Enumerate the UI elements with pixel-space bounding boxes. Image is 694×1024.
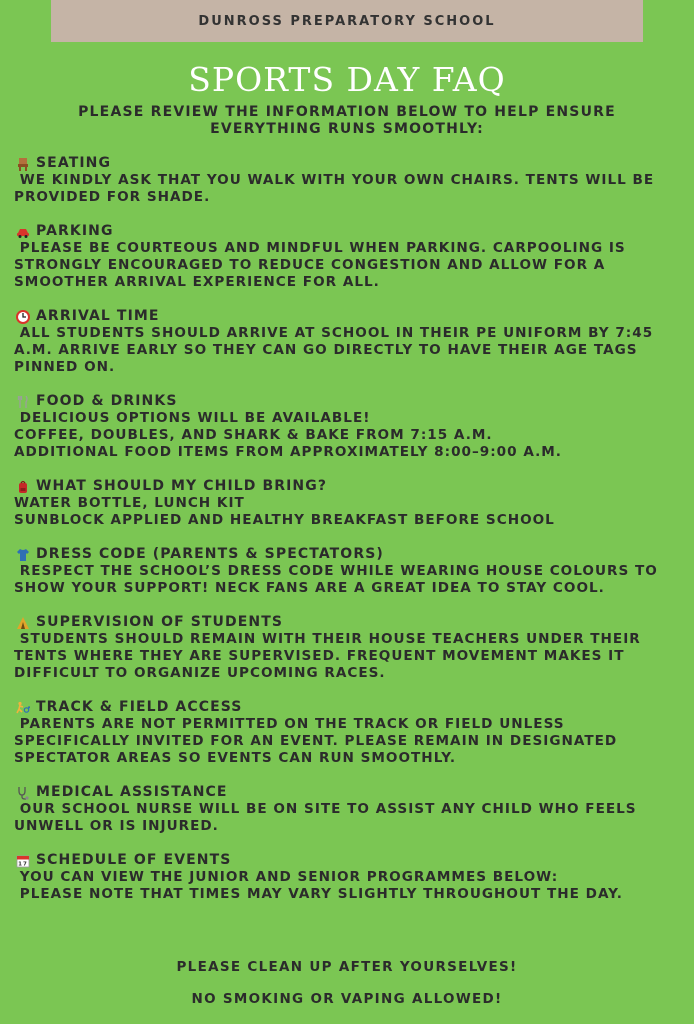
- section-body-line: PLEASE BE COURTEOUS AND MINDFUL WHEN PARKING. CARPOOLING IS STRONGLY ENCOURAGED TO REDUCE CONGESTION AND ALLOW FOR A SMOOTHER ARRIVAL EXPERIENCE FOR ALL.: [14, 240, 632, 290]
- faq-section-track-field: [14, 699, 684, 767]
- section-heading: [14, 614, 684, 631]
- section-body-line: WE KINDLY ASK THAT YOU WALK WITH YOUR OWN CHAIRS. TENTS WILL BE PROVIDED FOR SHADE.: [14, 172, 660, 205]
- section-body-line: ALL STUDENTS SHOULD ARRIVE AT SCHOOL IN THEIR PE UNIFORM BY 7:45 A.M. ARRIVE EARLY SO THEY CAN GO DIRECTLY TO HAVE THEIR AGE TAGS PINNED ON.: [14, 325, 659, 375]
- faq-section-parking: [14, 223, 684, 291]
- section-body-line: COFFEE, DOUBLES, AND SHARK & BAKE FROM 7:15 A.M.: [14, 427, 493, 443]
- section-heading: [14, 155, 684, 172]
- section-heading-text: SCHEDULE OF EVENTS: [36, 852, 232, 868]
- school-name: DUNROSS PREPARATORY SCHOOL: [198, 13, 496, 29]
- school-name-banner: [51, 0, 643, 42]
- page-title: SPORTS DAY FAQ: [188, 60, 506, 99]
- section-heading: [14, 478, 684, 495]
- faq-section-child-bring: [14, 478, 684, 529]
- section-heading-text: ARRIVAL TIME: [36, 308, 160, 324]
- car-icon: [14, 225, 32, 239]
- stethoscope-icon: [14, 786, 32, 800]
- faq-section-medical: [14, 784, 684, 835]
- section-heading-text: WHAT SHOULD MY CHILD BRING?: [36, 478, 328, 494]
- faq-section-seating: [14, 155, 684, 206]
- section-body-line: RESPECT THE SCHOOL’S DRESS CODE WHILE WEARING HOUSE COLOURS TO SHOW YOUR SUPPORT! NECK FANS ARE A GREAT IDEA TO STAY COOL.: [14, 563, 664, 596]
- section-body-line: YOU CAN VIEW THE JUNIOR AND SENIOR PROGRAMMES BELOW:: [14, 869, 559, 885]
- section-heading: [14, 784, 684, 801]
- faq-section-supervision: [14, 614, 684, 682]
- section-heading: [14, 393, 684, 410]
- faq-section-food-drinks: [14, 393, 684, 461]
- section-heading: [14, 223, 684, 240]
- section-heading: [14, 308, 684, 325]
- tent-icon: [14, 616, 32, 630]
- section-heading: [14, 699, 684, 716]
- fork-knife-icon: [14, 395, 32, 409]
- section-heading-text: FOOD & DRINKS: [36, 393, 178, 409]
- section-body-line: ADDITIONAL FOOD ITEMS FROM APPROXIMATELY 8:00–9:00 A.M.: [14, 444, 562, 460]
- section-body-line: OUR SCHOOL NURSE WILL BE ON SITE TO ASSIST ANY CHILD WHO FEELS UNWELL OR IS INJURED.: [14, 801, 643, 834]
- clock-icon: [14, 310, 32, 324]
- section-body-line: PLEASE NOTE THAT TIMES MAY VARY SLIGHTLY THROUGHOUT THE DAY.: [14, 886, 623, 902]
- faq-section-arrival-time: [14, 308, 684, 376]
- faq-section-dress-code: [14, 546, 684, 597]
- section-heading-text: PARKING: [36, 223, 114, 239]
- section-heading: [14, 852, 684, 869]
- section-body-line: SUNBLOCK APPLIED AND HEALTHY BREAKFAST BEFORE SCHOOL: [14, 512, 555, 528]
- faq-sections: [14, 155, 684, 903]
- section-heading-text: SEATING: [36, 155, 112, 171]
- shirt-icon: [14, 548, 32, 562]
- section-body-line: PARENTS ARE NOT PERMITTED ON THE TRACK OR FIELD UNLESS SPECIFICALLY INVITED FOR AN EVENT. PLEASE REMAIN IN DESIGNATED SPECTATOR AREAS SO EVENTS CAN RUN SMOOTHLY.: [14, 716, 623, 766]
- section-body-line: DELICIOUS OPTIONS WILL BE AVAILABLE!: [14, 410, 371, 426]
- closing-note-cleanup: PLEASE CLEAN UP AFTER YOURSELVES!: [176, 959, 518, 975]
- backpack-icon: [14, 480, 32, 494]
- section-body-line: WATER BOTTLE, LUNCH KIT: [14, 495, 245, 511]
- chair-icon: [14, 157, 32, 171]
- closing-note-no-smoking: NO SMOKING OR VAPING ALLOWED!: [191, 991, 503, 1007]
- section-heading-text: TRACK & FIELD ACCESS: [36, 699, 243, 715]
- section-heading-text: DRESS CODE (PARENTS & SPECTATORS): [36, 546, 384, 562]
- svg-text:17: 17: [18, 861, 28, 868]
- intro-text: PLEASE REVIEW THE INFORMATION BELOW TO HELP ENSURE EVERYTHING RUNS SMOOTHLY:: [78, 104, 616, 137]
- section-heading: [14, 546, 684, 563]
- runner-icon: [14, 701, 32, 715]
- section-heading-text: SUPERVISION OF STUDENTS: [36, 614, 284, 630]
- section-heading-text: MEDICAL ASSISTANCE: [36, 784, 228, 800]
- calendar-icon: [14, 854, 32, 868]
- faq-section-schedule: [14, 852, 684, 903]
- section-body-line: STUDENTS SHOULD REMAIN WITH THEIR HOUSE TEACHERS UNDER THEIR TENTS WHERE THEY ARE SUPERVISED. FREQUENT MOVEMENT MAKES IT DIFFICULT TO ORGANIZE UPCOMING RACES.: [14, 631, 647, 681]
